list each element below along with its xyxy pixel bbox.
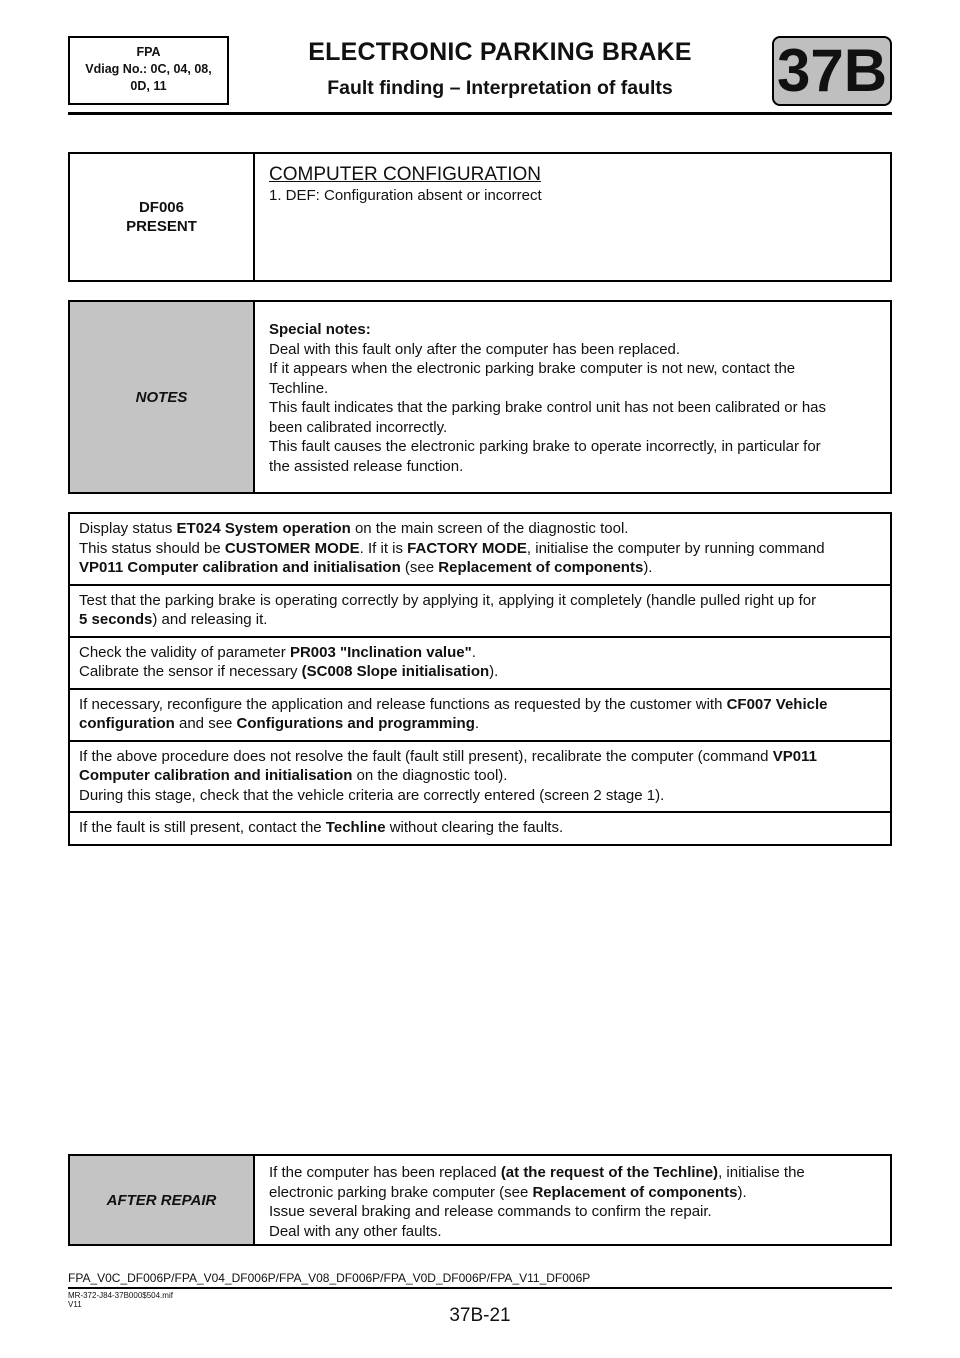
notes-line: the assisted release function. [269,457,464,475]
step-text: and see [174,715,237,732]
footer-mif: MR-372-J84-37B000$504.mif [68,1291,173,1300]
fault-title: COMPUTER CONFIGURATION [269,164,541,185]
notes-box [68,300,892,494]
procedure-step [70,813,890,844]
step-emphasis: CF007 Vehicle [726,695,828,713]
step-text: ). [489,663,499,680]
step-text: Calibrate the sensor if necessary [79,663,302,680]
notes-content [269,320,882,476]
step-text: If the above procedure does not resolve the fault (fault still present), recalibrate the computer (command [79,747,773,765]
fault-code: DF006 [138,199,184,216]
footer-divider [68,1287,892,1289]
notes-label-cell [70,302,255,492]
step-text: If necessary, reconfigure the application and release functions as requested by the customer with [79,695,727,713]
step-emphasis: Computer calibration and initialisation [79,767,353,784]
header-divider [68,112,892,115]
after-repair-text: ). [737,1183,747,1201]
step-text: on the diagnostic tool). [352,767,508,784]
step-text: . [471,643,476,661]
step-emphasis: Techline [325,819,386,836]
step-emphasis: VP011 Computer calibration and initialisation [79,559,401,576]
fault-status: PRESENT [126,218,197,235]
step-text: This status should be [79,539,225,557]
step-text: ) and releasing it. [152,611,268,628]
procedure-step [70,586,890,638]
vdiag-line: 0D, 11 [130,79,167,93]
step-emphasis: Replacement of components [438,559,644,576]
notes-heading: Special notes: [269,321,371,338]
step-text: without clearing the faults. [385,819,564,836]
step-emphasis: 5 seconds [79,611,153,628]
procedure-step [70,638,890,690]
step-emphasis: configuration [79,715,175,732]
step-text: Check the validity of parameter [79,643,290,661]
notes-line: Techline. [269,379,329,397]
notes-line: been calibrated incorrectly. [269,418,448,436]
vdiag-line: Vdiag No.: 0C, 04, 08, [85,62,212,76]
page-title: ELECTRONIC PARKING BRAKE [308,38,692,66]
after-repair-text: Issue several braking and release commands to confirm the repair. [269,1203,712,1220]
notes-line: This fault causes the electronic parking brake to operate incorrectly, in particular for [269,438,821,455]
procedure-step [70,690,890,742]
notes-label: NOTES [135,388,188,406]
notes-line: This fault indicates that the parking brake control unit has not been calibrated or has [269,399,826,416]
notes-line: If it appears when the electronic parking brake computer is not new, contact the [269,360,796,377]
footer-codes: FPA_V0C_DF006P/FPA_V04_DF006P/FPA_V08_DF006P/FPA_V0D_DF006P/FPA_V11_DF006P [68,1271,591,1285]
after-repair-box [68,1154,892,1246]
after-repair-content [269,1163,882,1241]
step-emphasis: PR003 "Inclination value" [289,643,472,661]
page-number: 37B-21 [449,1305,511,1326]
fault-content [269,164,882,206]
procedure-table [68,512,892,846]
page-subtitle: Fault finding – Interpretation of faults [327,77,673,99]
step-text: (see [400,559,439,576]
step-text: . [474,715,480,732]
after-repair-emphasis: Replacement of components [532,1183,738,1201]
step-text: Test that the parking brake is operating correctly by applying it, applying it completely (handle pulled right up for [79,591,817,609]
after-repair-label-cell [70,1156,255,1244]
footer-version: V11 [68,1300,82,1309]
after-repair-emphasis: (at the request of the Techline) [500,1164,719,1181]
fault-box [68,152,892,282]
step-emphasis: CUSTOMER MODE [224,539,360,557]
after-repair-label: AFTER REPAIR [106,1191,217,1209]
footer-file-info [68,1291,173,1309]
after-repair-text: If the computer has been replaced [269,1164,501,1181]
step-text: Display status [79,520,177,537]
notes-line: Deal with this fault only after the computer has been replaced. [269,340,681,358]
after-repair-text: electronic parking brake computer (see [269,1183,533,1201]
step-text: During this stage, check that the vehicle criteria are correctly entered (screen 2 stage 1). [79,786,665,804]
section-badge: 37B [772,36,892,106]
step-emphasis: (SC008 Slope initialisation [301,663,490,680]
vdiag-line: FPA [136,45,161,59]
fault-def: 1. DEF: Configuration absent or incorrect [269,187,542,204]
after-repair-text: Deal with any other faults. [269,1222,442,1240]
step-emphasis: Configurations and programming [236,715,475,732]
after-repair-text: , initialise the [718,1164,805,1181]
step-emphasis: VP011 [772,747,817,765]
step-text: ). [643,559,653,576]
step-text: on the main screen of the diagnostic tool. [350,520,629,537]
procedure-step [70,742,890,814]
procedure-step [70,514,890,586]
vdiag-box [68,36,229,105]
step-text: . If it is [359,539,408,557]
fault-label-cell [70,154,255,280]
step-text: If the fault is still present, contact the [79,819,326,836]
step-emphasis: FACTORY MODE [407,539,527,557]
step-emphasis: ET024 System operation [176,520,351,537]
step-text: , initialise the computer by running command [526,539,825,557]
